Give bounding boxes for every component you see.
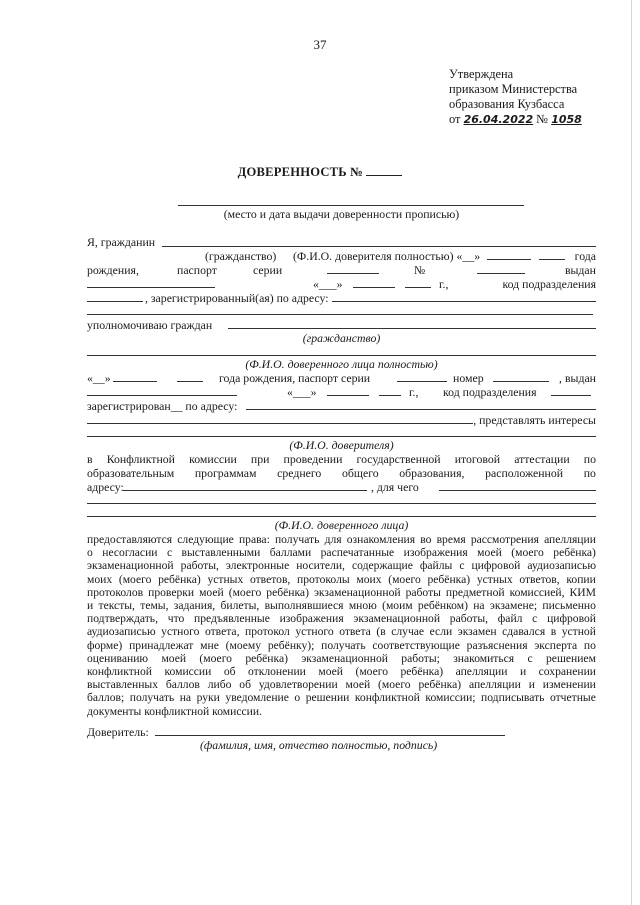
handwritten-date: 26.04.2022 bbox=[463, 113, 534, 126]
trustee-birth-month-field[interactable] bbox=[113, 371, 157, 382]
word: с bbox=[459, 559, 465, 573]
word: случае bbox=[391, 625, 425, 639]
word: ребёнком) bbox=[417, 599, 468, 613]
principal-fio-field[interactable] bbox=[87, 436, 596, 437]
word: протоколы bbox=[297, 572, 350, 586]
signature-field[interactable] bbox=[155, 735, 505, 736]
passport-word: паспорт bbox=[177, 263, 217, 277]
word: устного bbox=[161, 625, 200, 639]
word: расположенной bbox=[485, 466, 564, 480]
word: экзаменационной bbox=[313, 585, 401, 599]
word: общего bbox=[341, 466, 379, 480]
word: устных bbox=[207, 572, 244, 586]
trustee-subdivision-field[interactable] bbox=[551, 385, 591, 396]
date-prefix: от bbox=[449, 112, 461, 126]
trustee-address-field-1[interactable] bbox=[246, 409, 596, 410]
trustee-issue-month-field[interactable] bbox=[327, 385, 369, 396]
word: изображения bbox=[403, 546, 468, 560]
document-title bbox=[0, 165, 640, 180]
birth-year-field[interactable] bbox=[539, 249, 565, 260]
word: с bbox=[532, 612, 538, 626]
word: содержащие bbox=[351, 559, 413, 573]
word: уведомление bbox=[225, 691, 289, 705]
word: моей bbox=[161, 651, 187, 665]
word: апелляции bbox=[468, 678, 521, 692]
word: выставленными bbox=[181, 546, 261, 560]
word: работы, bbox=[180, 559, 219, 573]
word: время bbox=[436, 533, 466, 546]
word: форме) bbox=[87, 638, 123, 652]
word: разъяснения bbox=[466, 638, 528, 652]
word: (моего bbox=[355, 665, 389, 679]
word: государственной bbox=[356, 452, 441, 466]
word: выставленных bbox=[87, 678, 159, 692]
citizenship-caption: (гражданство) bbox=[205, 249, 277, 263]
page-number: 37 bbox=[313, 37, 327, 52]
word: работы, bbox=[449, 612, 489, 626]
registered-label: , зарегистрированный(ая) по адресу: bbox=[145, 291, 329, 305]
word: и bbox=[528, 678, 535, 692]
trustee-fio-field[interactable] bbox=[87, 355, 596, 356]
rights-line bbox=[87, 691, 596, 704]
word: принадлежат bbox=[129, 638, 194, 652]
rights-line bbox=[87, 599, 596, 612]
word: по bbox=[583, 466, 596, 480]
word: с bbox=[166, 546, 173, 560]
word: сдавался bbox=[502, 625, 546, 639]
word: об bbox=[223, 665, 236, 679]
word: комиссией, bbox=[509, 585, 565, 599]
address-field-2[interactable] bbox=[87, 314, 593, 315]
fio-principal-caption: (Ф.И.О. доверителя полностью) «__» bbox=[293, 249, 481, 263]
year-word: года bbox=[574, 249, 596, 263]
word: копии bbox=[566, 572, 596, 586]
fio-trustee-caption-2: (Ф.И.О. доверенного лица) bbox=[274, 518, 409, 532]
word: цифровой bbox=[547, 612, 596, 626]
fio-trustee-caption: (Ф.И.О. доверенного лица полностью) bbox=[245, 357, 438, 371]
represent-label: , представлять интересы bbox=[473, 413, 596, 427]
word: мне bbox=[200, 638, 219, 652]
word: письменно bbox=[542, 599, 596, 613]
word: аудиозаписью bbox=[87, 625, 156, 639]
word: подписывать bbox=[481, 691, 545, 705]
word: устной bbox=[561, 625, 596, 639]
address-field-1[interactable] bbox=[332, 301, 596, 302]
word: моей bbox=[345, 678, 371, 692]
word: мною bbox=[348, 599, 377, 613]
word: в bbox=[87, 452, 93, 466]
word: предоставляются bbox=[87, 533, 173, 546]
rights-line bbox=[87, 678, 596, 691]
word: моих bbox=[87, 572, 113, 586]
word: баллов bbox=[165, 678, 200, 692]
word: выполнявшиеся bbox=[264, 599, 344, 613]
trustee-issue-year-field[interactable] bbox=[379, 385, 401, 396]
word: по bbox=[583, 452, 596, 466]
word: среднего bbox=[277, 466, 322, 480]
word: на bbox=[473, 599, 485, 613]
word: соответствующие bbox=[372, 638, 460, 652]
word: ребёнка) bbox=[418, 678, 462, 692]
fio-principal-caption-2: (Ф.И.О. доверителя) bbox=[289, 438, 394, 452]
approval-block bbox=[449, 67, 582, 127]
rights-line bbox=[87, 665, 596, 678]
word: экзамене; bbox=[489, 599, 538, 613]
rights-line bbox=[87, 559, 596, 572]
word: экзаменационной bbox=[353, 612, 441, 626]
authorize-label: уполномочиваю граждан bbox=[87, 318, 213, 332]
signer-label: Доверитель: bbox=[87, 725, 149, 739]
passport-number-field[interactable] bbox=[477, 263, 525, 274]
word: получать bbox=[274, 533, 320, 546]
word: получать bbox=[321, 638, 366, 652]
word: (моего bbox=[378, 678, 411, 692]
subdivision-code: код подразделения bbox=[502, 277, 596, 291]
trustee-number-field[interactable] bbox=[493, 371, 549, 382]
word: итоговой bbox=[454, 452, 501, 466]
word: подтверждать, bbox=[87, 612, 158, 626]
word: программам bbox=[194, 466, 257, 480]
place-date-caption: (место и дата выдачи доверенности прописью) bbox=[223, 207, 460, 221]
issued-word-2: , выдан bbox=[559, 371, 596, 385]
rights-line bbox=[87, 639, 596, 652]
word: либо bbox=[207, 678, 232, 692]
word: носители, bbox=[296, 559, 345, 573]
word: следующие bbox=[177, 533, 234, 546]
word: аттестации bbox=[514, 452, 570, 466]
word: экзамен bbox=[457, 625, 497, 639]
word: сохранении bbox=[538, 665, 596, 679]
word: (в bbox=[376, 625, 386, 639]
word: моих bbox=[356, 572, 382, 586]
word: во bbox=[420, 533, 432, 546]
number-sign: № bbox=[414, 263, 426, 277]
rights-line bbox=[87, 612, 596, 625]
word: темы, bbox=[140, 599, 169, 613]
word: (моего bbox=[118, 572, 152, 586]
rights-line bbox=[87, 586, 596, 599]
word: проверки bbox=[148, 585, 195, 599]
birth-word: рождения, bbox=[87, 263, 139, 277]
citizen-label: Я, гражданин bbox=[87, 235, 156, 249]
title-text: ДОВЕРЕННОСТЬ № bbox=[237, 165, 363, 179]
word: ответов, bbox=[519, 572, 560, 586]
rights-line bbox=[87, 573, 596, 586]
rights-line bbox=[87, 533, 596, 546]
issue-date-quote: «___» bbox=[313, 277, 343, 291]
word: по bbox=[583, 638, 596, 652]
word: отчетные bbox=[549, 691, 596, 705]
word: ребёнка) bbox=[427, 572, 471, 586]
word: если bbox=[429, 625, 453, 639]
word: файл bbox=[497, 612, 523, 626]
word: об bbox=[239, 678, 251, 692]
word: комиссии; bbox=[425, 691, 476, 705]
word: ответа, bbox=[204, 625, 240, 639]
trustee-address-field-2[interactable] bbox=[87, 413, 473, 424]
word: баллов; bbox=[87, 691, 125, 705]
word: цифровой bbox=[471, 559, 521, 573]
blank-line-2[interactable] bbox=[87, 516, 596, 517]
word: при bbox=[250, 452, 270, 466]
issued-word: выдан bbox=[564, 263, 596, 277]
word: работы bbox=[405, 585, 441, 599]
page-edge bbox=[631, 0, 632, 905]
issued-by-field[interactable] bbox=[87, 277, 215, 288]
rights-paragraph bbox=[87, 533, 596, 718]
trustee-issue-date-quote: «___» bbox=[287, 385, 317, 399]
commission-line-2 bbox=[87, 466, 596, 480]
subdivision-code-2: код подразделения bbox=[443, 385, 537, 399]
word: моей bbox=[318, 665, 343, 679]
word: комиссии bbox=[189, 452, 237, 466]
word: апелляции bbox=[544, 533, 596, 546]
word: в bbox=[550, 625, 557, 639]
word: экзаменационной bbox=[301, 651, 388, 665]
rights-line: документы конфликтной комиссии. bbox=[87, 704, 262, 718]
word: комиссии bbox=[164, 665, 212, 679]
word: Конфликтной bbox=[106, 452, 175, 466]
address-label: адресу: bbox=[87, 480, 124, 494]
word: ребёнка) bbox=[245, 651, 288, 665]
commission-line-1 bbox=[87, 452, 596, 466]
trustee-registered-row bbox=[87, 399, 596, 413]
for-which-label: , для чего bbox=[371, 480, 419, 494]
word: ребёнка) bbox=[158, 572, 201, 586]
word: электронные bbox=[225, 559, 290, 573]
word: ребёнку); bbox=[267, 638, 315, 652]
word: что bbox=[167, 612, 185, 626]
year-short-2: г., bbox=[409, 385, 419, 399]
word: ответа bbox=[339, 625, 371, 639]
word: о bbox=[87, 546, 93, 560]
birth-series-text: года рождения, паспорт серии bbox=[219, 371, 371, 385]
word: о bbox=[294, 691, 301, 705]
word: файлы bbox=[419, 559, 453, 573]
word: (моего bbox=[388, 572, 421, 586]
trustee-birth-year-field[interactable] bbox=[177, 371, 203, 382]
word: отклонении bbox=[248, 665, 306, 679]
word: удовлетворении bbox=[258, 678, 338, 692]
birth-month-field[interactable] bbox=[487, 249, 531, 260]
word: моей bbox=[199, 585, 224, 599]
trustee-date-quote: «__» bbox=[87, 371, 111, 385]
word: ознакомления bbox=[346, 533, 416, 546]
word: предметной bbox=[445, 585, 505, 599]
commission-address-field[interactable] bbox=[123, 480, 367, 491]
word: права: bbox=[238, 533, 270, 546]
word: работы; bbox=[401, 651, 440, 665]
rights-line bbox=[87, 546, 596, 559]
word: билеты, bbox=[220, 599, 260, 613]
word: конфликтной bbox=[354, 691, 420, 705]
word: предъявленные bbox=[194, 612, 270, 626]
word: устных bbox=[476, 572, 513, 586]
word: моей bbox=[477, 546, 502, 560]
word: знакомиться bbox=[453, 651, 515, 665]
rights-line bbox=[87, 652, 596, 665]
word: (моим bbox=[382, 599, 413, 613]
signer-row bbox=[87, 725, 596, 739]
word: несогласии bbox=[102, 546, 158, 560]
word: получать bbox=[129, 691, 175, 705]
issue-month-field[interactable] bbox=[353, 277, 395, 288]
trustee-issued-by-field[interactable] bbox=[87, 385, 237, 396]
word: аудиозаписью bbox=[527, 559, 596, 573]
word: изменении bbox=[542, 678, 596, 692]
word: (моего bbox=[228, 585, 262, 599]
word: изображения bbox=[279, 612, 344, 626]
passport-series-field[interactable] bbox=[327, 263, 379, 274]
number-prefix: № bbox=[536, 112, 549, 126]
trustee-series-field[interactable] bbox=[397, 371, 447, 382]
word: рассмотрения bbox=[470, 533, 539, 546]
place-date-field[interactable] bbox=[178, 205, 524, 206]
word: образовательным bbox=[87, 466, 175, 480]
word: тексты, bbox=[98, 599, 135, 613]
issue-year-field[interactable] bbox=[405, 277, 431, 288]
series-word: серии bbox=[253, 263, 283, 277]
word: устного bbox=[295, 625, 334, 639]
word: на bbox=[179, 691, 192, 705]
word: КИМ bbox=[569, 585, 596, 599]
word: с bbox=[527, 651, 533, 665]
word: (моего bbox=[511, 546, 544, 560]
word: протокол bbox=[245, 625, 290, 639]
word: и bbox=[87, 599, 94, 613]
word: апелляции bbox=[455, 665, 508, 679]
handwritten-number: 1058 bbox=[551, 113, 582, 126]
word: (моему bbox=[225, 638, 262, 652]
word: экзаменационной bbox=[87, 559, 174, 573]
blank-line-1[interactable] bbox=[87, 503, 596, 504]
trustee-citizenship-field[interactable] bbox=[228, 328, 596, 329]
word: ребёнка) bbox=[266, 585, 309, 599]
citizen-field[interactable] bbox=[162, 246, 596, 247]
year-short: г., bbox=[439, 277, 449, 291]
authorize-row bbox=[87, 318, 596, 332]
rights-line bbox=[87, 625, 596, 638]
word: эксперта bbox=[534, 638, 578, 652]
word: решением bbox=[546, 651, 596, 665]
approval-line-3: образования Кузбасса bbox=[449, 97, 565, 111]
signer-caption: (фамилия, имя, отчество полностью, подпись) bbox=[200, 738, 438, 752]
registered-label-2: зарегистрирован__ по адресу: bbox=[87, 399, 238, 413]
title-number-blank[interactable] bbox=[366, 165, 402, 176]
word: (моего bbox=[199, 651, 232, 665]
approval-line-1: Утверждена bbox=[449, 67, 514, 81]
word: и bbox=[519, 665, 527, 679]
word: оцениванию bbox=[87, 651, 149, 665]
word: ребёнка) bbox=[553, 546, 596, 560]
word: протоколов bbox=[87, 585, 144, 599]
subdivision-code-field[interactable] bbox=[87, 291, 143, 302]
word: решении bbox=[305, 691, 350, 705]
word: ответов, bbox=[249, 572, 291, 586]
word: руки bbox=[196, 691, 220, 705]
approval-date-line bbox=[449, 112, 582, 127]
word: для bbox=[324, 533, 342, 546]
word: проведении bbox=[283, 452, 343, 466]
word: задания, bbox=[173, 599, 216, 613]
for-which-field[interactable] bbox=[439, 480, 596, 491]
word: конфликтной bbox=[87, 665, 153, 679]
word: образования, bbox=[399, 466, 465, 480]
word: баллами bbox=[269, 546, 312, 560]
approval-line-2: приказом Министерства bbox=[449, 82, 578, 96]
word: ребёнка) bbox=[400, 665, 444, 679]
word: распечатанные bbox=[320, 546, 395, 560]
number-word: номер bbox=[453, 371, 484, 385]
citizenship-caption-italic: (гражданство) bbox=[302, 331, 381, 345]
